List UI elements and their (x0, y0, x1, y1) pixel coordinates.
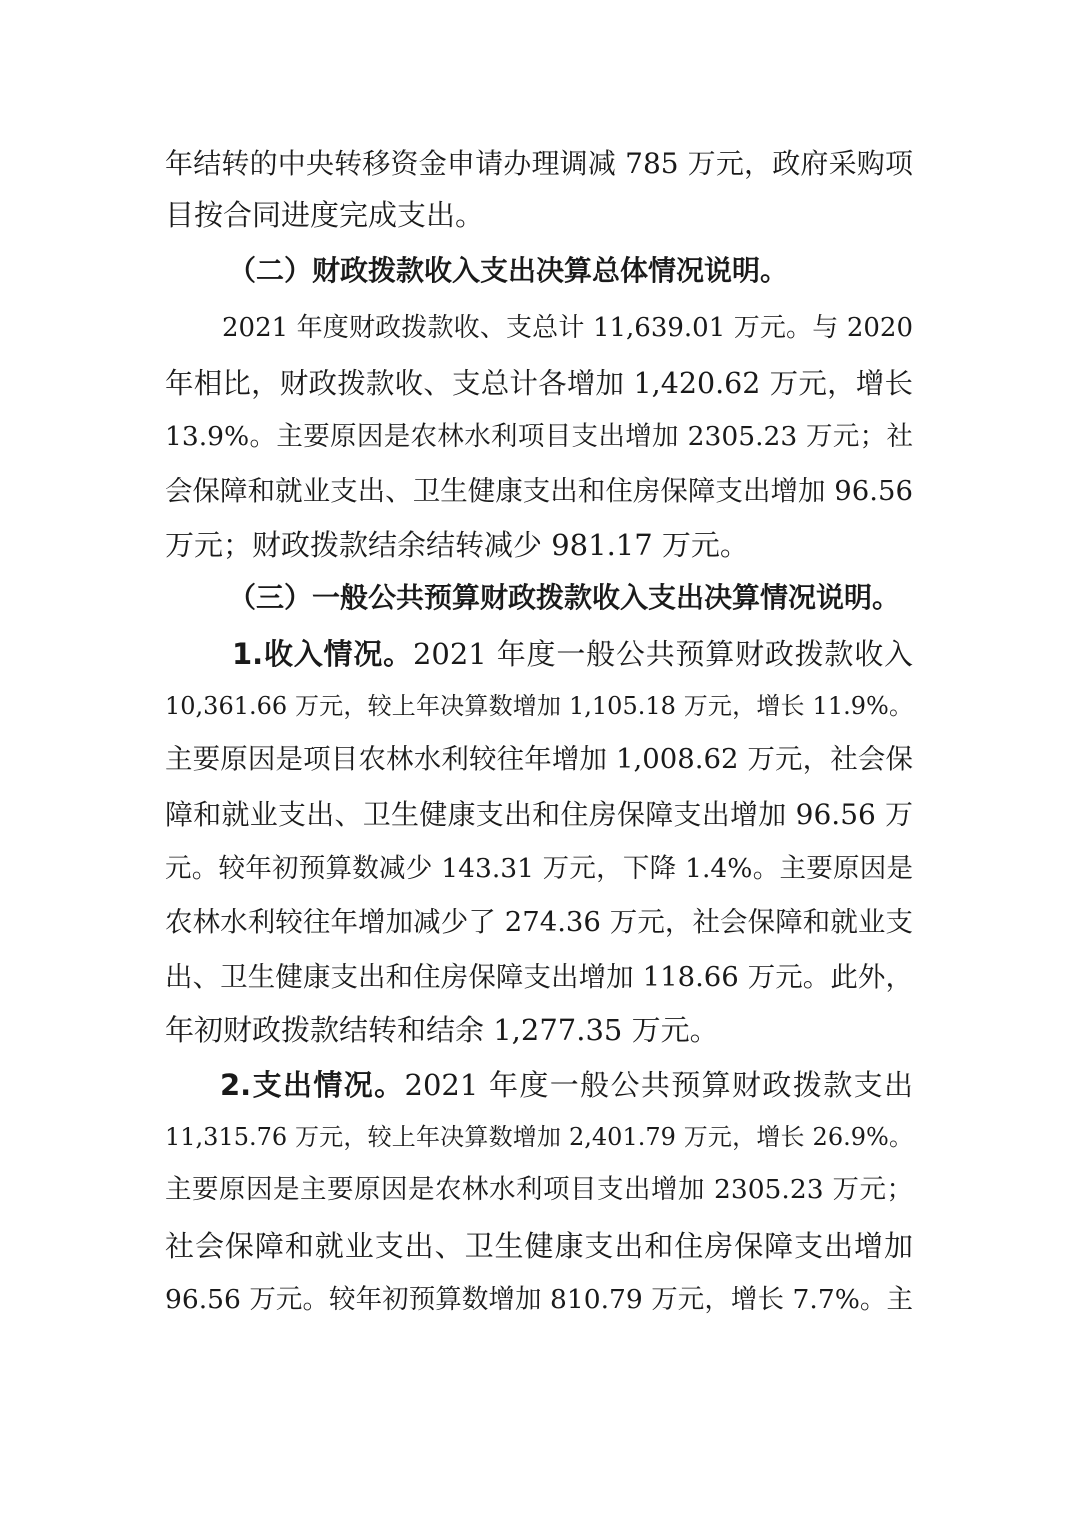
income-paragraph-first-line (232, 628, 913, 680)
text-line: 2021 年度财政拨款收、支总计 11,639.01 万元。与 2020 (222, 313, 913, 343)
text-line: 会保障和就业支出、卫生健康支出和住房保障支出增加 96.56 (165, 475, 913, 507)
expense-first-line-text: 2021 年度一般公共预算财政拨款支出 (404, 1068, 913, 1102)
expense-lead: 2.支出情况。 (220, 1068, 405, 1102)
text-line: 出、卫生健康支出和住房保障支出增加 118.66 万元。此外， (165, 961, 913, 993)
section-heading-3: （三）一般公共预算财政拨款收入支出决算情况说明。 (228, 581, 901, 614)
text-line: 障和就业支出、卫生健康支出和住房保障支出增加 96.56 万 (165, 798, 913, 831)
text-line: 主要原因是主要原因是农林水利项目支出增加 2305.23 万元； (165, 1174, 913, 1205)
income-first-line-text: 2021 年度一般公共预算财政拨款收入 (412, 637, 913, 671)
text-line: 社会保障和就业支出、卫生健康支出和住房保障支出增加 (165, 1229, 913, 1263)
text-line: 元。较年初预算数减少 143.31 万元，下降 1.4%。主要原因是 (165, 853, 913, 884)
text-line: 年初财政拨款结转和结余 1,277.35 万元。 (165, 1013, 719, 1047)
text-line: 年相比，财政拨款收、支总计各增加 1,420.62 万元，增长 (165, 367, 913, 400)
text-line: 13.9%。主要原因是农林水利项目支出增加 2305.23 万元；社 (165, 421, 913, 452)
text-line: 11,315.76 万元，较上年决算数增加 2,401.79 万元，增长 26.9%。 (165, 1123, 913, 1151)
text-line: 目按合同进度完成支出。 (165, 198, 485, 232)
text-line: 96.56 万元。较年初预算数增加 810.79 万元，增长 7.7%。主 (165, 1284, 913, 1315)
text-line: 主要原因是项目农林水利较往年增加 1,008.62 万元，社会保 (165, 743, 913, 775)
text-line: 年结转的中央转移资金申请办理调减 785 万元，政府采购项 (165, 147, 913, 180)
text-line: 万元；财政拨款结余结转减少 981.17 万元。 (165, 528, 749, 562)
income-lead: 1.收入情况。 (232, 637, 413, 671)
text-line: 农林水利较往年增加减少了 274.36 万元，社会保障和就业支 (165, 906, 913, 938)
text-line: 10,361.66 万元，较上年决算数增加 1,105.18 万元，增长 11.9%。 (165, 692, 913, 720)
expense-paragraph-first-line (220, 1059, 913, 1111)
section-heading-2: （二）财政拨款收入支出决算总体情况说明。 (228, 254, 789, 287)
